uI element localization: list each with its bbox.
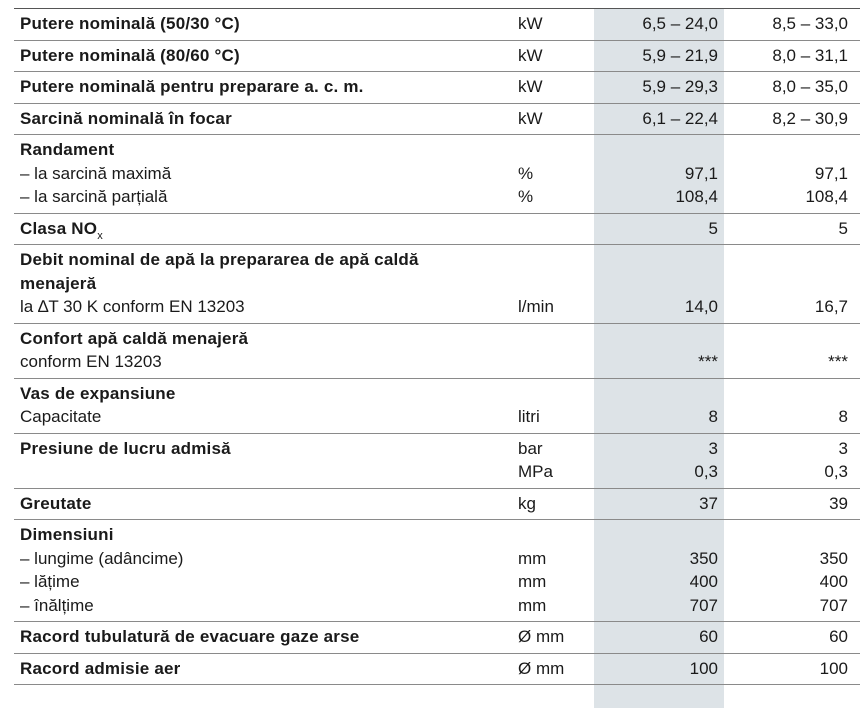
value-model-2: 0,3 [824,462,848,481]
row-title: Racord tubulatură de evacuare gaze arse [20,627,360,646]
row-subitem: – înălțime [20,595,94,615]
value-model-2: 60 [829,627,848,646]
row-unit: MPa [518,462,553,481]
table-row [14,40,860,72]
row-title: Putere nominală (50/30 °C) [20,14,240,33]
value-model-2: 8,2 – 30,9 [772,108,848,128]
row-unit: kW [518,45,543,65]
value-model-1: 400 [689,572,718,591]
value-model-2: 39 [829,493,848,513]
value-model-2: 8,5 – 33,0 [772,14,848,33]
value-model-1: 14,0 [684,297,718,316]
row-title: Clasa $NO_x$ [20,218,103,242]
value-model-1: 0,3 [694,462,718,481]
row-subitem: – lungime (adâncime) [20,548,184,568]
value-model-1: 100 [689,658,718,678]
value-model-1: 6,5 – 24,0 [642,14,718,33]
value-model-2: 707 [819,595,848,615]
row-unit: bar [518,438,543,458]
row-unit: kg [518,493,536,513]
row-unit: mm [518,572,547,591]
row-unit: Ø mm [518,658,565,678]
row-unit: kW [518,108,543,128]
value-model-1: 5,9 – 21,9 [642,45,718,65]
value-model-2: 3 [838,438,848,458]
value-model-1: 6,1 – 22,4 [642,108,718,128]
table-row [14,622,860,654]
table-row [14,433,860,488]
value-model-2: 16,7 [814,297,848,316]
nox-subscript: x [97,229,103,242]
table-row [14,245,860,324]
table-row [14,9,860,41]
row-unit [518,217,594,241]
row-title-continued: menajeră [20,273,97,293]
value-model-1: *** [698,352,718,371]
row-subitem: – la sarcină parțială [20,187,168,206]
value-model-1: 707 [689,595,718,615]
value-model-1: 108,4 [675,187,718,206]
row-unit: mm [518,595,547,615]
technical-data-table [14,8,860,685]
row-title: Greutate [20,493,92,513]
table-row [14,323,860,378]
value-model-2: 8 [838,407,848,426]
row-unit: kW [518,14,543,33]
row-unit [518,350,594,374]
row-unit: Ø mm [518,627,565,646]
row-unit: mm [518,548,547,568]
value-model-1: 3 [708,438,718,458]
value-model-1: 37 [699,493,718,513]
value-model-2: 97,1 [814,163,848,183]
value-model-1: 97,1 [684,163,718,183]
value-model-1: 5 [708,218,718,238]
value-model-1: 350 [689,548,718,568]
table-row [14,653,860,685]
value-model-2: 100 [819,658,848,678]
row-subitem: conform EN 13203 [20,352,162,371]
row-title: Putere nominală pentru preparare a. c. m. [20,77,364,96]
table-row [14,103,860,135]
row-unit: litri [518,407,540,426]
row-title: Presiune de lucru admisă [20,438,231,458]
table-row [14,213,860,245]
value-model-1: 60 [699,627,718,646]
row-title: Debit nominal de apă la prepararea de apă caldă [20,250,419,269]
value-model-2: 400 [819,572,848,591]
value-model-2: 108,4 [805,187,848,206]
row-subitem: Capacitate [20,407,102,426]
table-row [14,72,860,104]
table-row [14,378,860,433]
row-subitem: la ∆T 30 K conform EN 13203 [20,297,245,316]
row-unit: l/min [518,297,554,316]
table-row [14,520,860,622]
row-title: Confort apă caldă menajeră [20,328,249,348]
row-title: Sarcină nominală în focar [20,108,232,128]
table-row [14,488,860,520]
row-subitem: – la sarcină maximă [20,163,172,183]
row-title: Putere nominală (80/60 °C) [20,45,240,65]
value-model-2: 8,0 – 31,1 [772,45,848,65]
spacer-line [20,460,512,484]
value-model-2: 350 [819,548,848,568]
row-title: Randament [20,140,115,159]
value-model-1: 5,9 – 29,3 [642,77,718,96]
row-title: Racord admisie aer [20,658,181,678]
row-title: Vas de expansiune [20,383,176,403]
value-model-1: 8 [708,407,718,426]
row-title: Dimensiuni [20,525,114,544]
value-model-2: *** [828,352,848,371]
row-unit: % [518,163,534,183]
row-unit: % [518,187,534,206]
value-model-2: 8,0 – 35,0 [772,77,848,96]
table-row [14,135,860,214]
row-unit: kW [518,77,543,96]
value-model-2: 5 [838,218,848,238]
row-subitem: – lățime [20,572,80,591]
